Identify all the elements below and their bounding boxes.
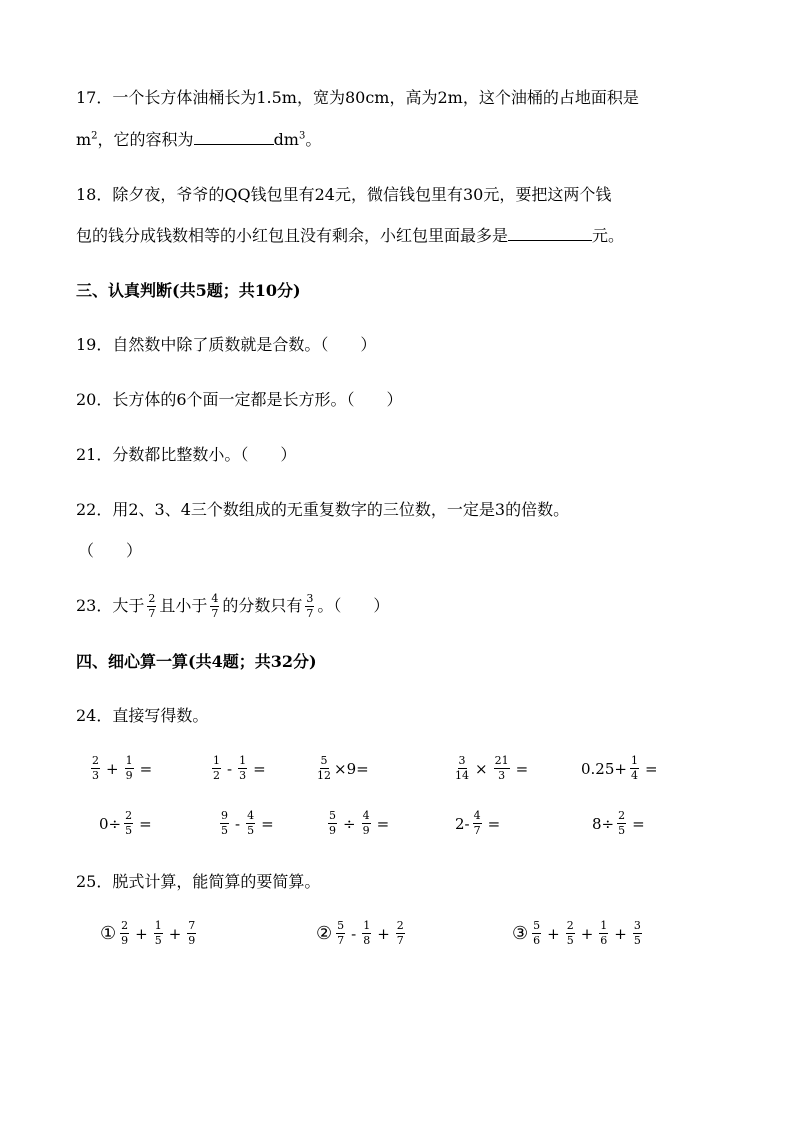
operator: = (515, 759, 529, 778)
expression-text: 0÷ (99, 814, 122, 833)
question-25-title: 25．脱式计算，能简算的要简算。 (76, 872, 321, 891)
fraction (336, 920, 345, 947)
denominator: 14 (455, 769, 469, 782)
operator: + (135, 924, 148, 943)
numerator: 5 (337, 919, 345, 932)
operator: = (644, 759, 658, 778)
expression-24-5 (581, 755, 661, 782)
denominator: 5 (633, 934, 641, 947)
question-text: 且小于 (159, 596, 208, 615)
expression-text: 2- (455, 814, 470, 833)
section-3-heading: 三、认真判断(共5题；共10分) (76, 281, 301, 300)
fraction (124, 810, 133, 837)
numerator: 1 (363, 919, 371, 932)
question-text: ，它的容积为 (97, 130, 194, 149)
denominator: 5 (154, 934, 162, 947)
question-17-line-2 (76, 130, 321, 150)
fraction (455, 755, 469, 782)
numerator: 1 (630, 754, 638, 767)
numerator: 4 (473, 809, 481, 822)
fraction (246, 810, 255, 837)
expression-24-6 (99, 810, 155, 837)
operator: + (106, 759, 119, 778)
denominator: 9 (125, 769, 133, 782)
expression-24-10 (592, 810, 648, 837)
numerator: 5 (329, 809, 336, 822)
expression-24-3 (314, 755, 369, 782)
denominator: 4 (630, 769, 638, 782)
numerator: 5 (533, 919, 541, 932)
operator: = (376, 814, 390, 833)
question-19: 19．自然数中除了质数就是合数。（ ） (76, 335, 377, 354)
numerator: 2 (92, 754, 99, 767)
operator: + (580, 924, 594, 943)
numerator: 2 (121, 919, 129, 932)
denominator: 7 (148, 606, 156, 620)
unit-superscript: 3 (298, 130, 306, 142)
numerator: 2 (566, 919, 574, 932)
fraction (362, 920, 371, 947)
denominator: 12 (317, 769, 331, 782)
numerator: 21 (494, 754, 509, 767)
unit-superscript: 2 (91, 130, 98, 142)
question-text: 23．大于 (76, 596, 145, 615)
question-17-line-1: 17．一个长方体油桶长为1.5m，宽为80cm，高为2m，这个油桶的占地面积是 (76, 88, 639, 107)
denominator: 9 (188, 934, 196, 947)
section-4-heading: 四、细心算一算(共4题；共32分) (76, 652, 317, 671)
fraction (212, 755, 221, 782)
question-23 (76, 592, 389, 620)
denominator: 3 (239, 769, 247, 782)
question-22-line-1: 22．用2、3、4三个数组成的无重复数字的三位数，一定是3的倍数。 (76, 500, 570, 519)
denominator: 5 (125, 824, 133, 837)
calculation-25-3 (512, 920, 645, 947)
operator: - (227, 759, 233, 778)
fraction (210, 593, 219, 620)
answer-blank[interactable] (508, 226, 592, 241)
unit-m: m (76, 130, 92, 149)
denominator: 7 (396, 934, 404, 947)
question-18-line-2 (76, 226, 624, 246)
numerator: 9 (221, 809, 228, 822)
fraction (532, 920, 541, 947)
fraction (154, 920, 163, 947)
operator: = (139, 759, 153, 778)
numerator: 2 (125, 809, 133, 822)
question-text: 元。 (592, 226, 625, 245)
denominator: 2 (213, 769, 220, 782)
fraction (305, 593, 314, 620)
fraction (317, 755, 331, 782)
numerator: 4 (362, 809, 370, 822)
operator: - (235, 814, 241, 833)
question-24-title: 24．直接写得数。 (76, 706, 209, 725)
numerator: 4 (211, 591, 219, 605)
calculation-25-2 (316, 920, 408, 947)
fraction (147, 593, 156, 620)
denominator: 9 (362, 824, 370, 837)
circled-number: ① (100, 923, 117, 944)
operator: + (614, 924, 627, 943)
fraction (328, 810, 337, 837)
denominator: 5 (247, 824, 255, 837)
expression-24-1 (88, 755, 155, 782)
expression-24-4 (452, 755, 531, 782)
denominator: 7 (211, 606, 219, 620)
fraction (120, 920, 129, 947)
question-18-line-1: 18．除夕夜，爷爷的QQ钱包里有24元，微信钱包里有30元，要把这两个钱 (76, 185, 612, 204)
circled-number: ② (316, 923, 333, 944)
numerator: 1 (239, 754, 247, 767)
denominator: 7 (473, 824, 481, 837)
denominator: 8 (363, 934, 371, 947)
numerator: 2 (618, 809, 626, 822)
denominator: 9 (329, 824, 336, 837)
fraction (91, 755, 100, 782)
denominator: 7 (306, 606, 314, 620)
numerator: 2 (396, 919, 404, 932)
operator: = (487, 814, 501, 833)
numerator: 1 (125, 754, 133, 767)
expression-24-8 (325, 810, 392, 837)
fraction (599, 920, 608, 947)
unit-dm: dm (273, 130, 299, 149)
denominator: 5 (566, 934, 574, 947)
operator: = (253, 759, 266, 778)
operator: - (351, 924, 357, 943)
question-text: 。 (305, 130, 322, 149)
fraction (566, 920, 575, 947)
fraction (396, 920, 405, 947)
expression-24-2 (209, 755, 269, 782)
operator: = (139, 814, 152, 833)
question-text: 包的钱分成钱数相等的小红包且没有剩余，小红包里面最多是 (76, 226, 509, 245)
question-21: 21．分数都比整数小。（ ） (76, 445, 297, 464)
fraction (630, 755, 639, 782)
numerator: 2 (148, 591, 156, 605)
fraction (494, 755, 510, 782)
fraction (220, 810, 229, 837)
operator: ÷ (343, 814, 356, 833)
numerator: 3 (633, 919, 641, 932)
question-text: 。（ ） (317, 596, 390, 615)
expression-24-7 (217, 810, 277, 837)
operator: = (632, 814, 645, 833)
denominator: 7 (337, 934, 345, 947)
numerator: 1 (213, 754, 220, 767)
denominator: 6 (533, 934, 541, 947)
question-text: 的分数只有 (222, 596, 303, 615)
answer-blank[interactable] (194, 130, 274, 145)
denominator: 3 (92, 769, 99, 782)
numerator: 3 (458, 754, 466, 767)
calculation-25-1 (100, 920, 199, 947)
circled-number: ③ (512, 923, 529, 944)
numerator: 3 (306, 591, 314, 605)
expression-text: 8÷ (592, 814, 615, 833)
numerator: 5 (320, 754, 328, 767)
fraction (187, 920, 196, 947)
denominator: 6 (600, 934, 608, 947)
numerator: 1 (154, 919, 162, 932)
denominator: 5 (618, 824, 626, 837)
denominator: 3 (498, 769, 506, 782)
fraction (617, 810, 626, 837)
operator: + (547, 924, 560, 943)
expression-text: 0.25+ (581, 759, 627, 778)
operator: + (168, 924, 182, 943)
fraction (125, 755, 134, 782)
numerator: 7 (188, 919, 196, 932)
fraction (362, 810, 371, 837)
question-20: 20．长方体的6个面一定都是长方形。（ ） (76, 390, 403, 409)
denominator: 9 (121, 934, 129, 947)
operator: = (261, 814, 274, 833)
numerator: 1 (600, 919, 608, 932)
denominator: 5 (221, 824, 228, 837)
fraction (238, 755, 247, 782)
operator: + (377, 924, 390, 943)
operator: × (475, 759, 488, 778)
expression-text: ×9= (334, 759, 369, 778)
fraction (473, 810, 482, 837)
expression-24-9 (455, 810, 503, 837)
fraction (633, 920, 642, 947)
question-22-line-2: （ ） (78, 541, 143, 560)
numerator: 4 (247, 809, 255, 822)
